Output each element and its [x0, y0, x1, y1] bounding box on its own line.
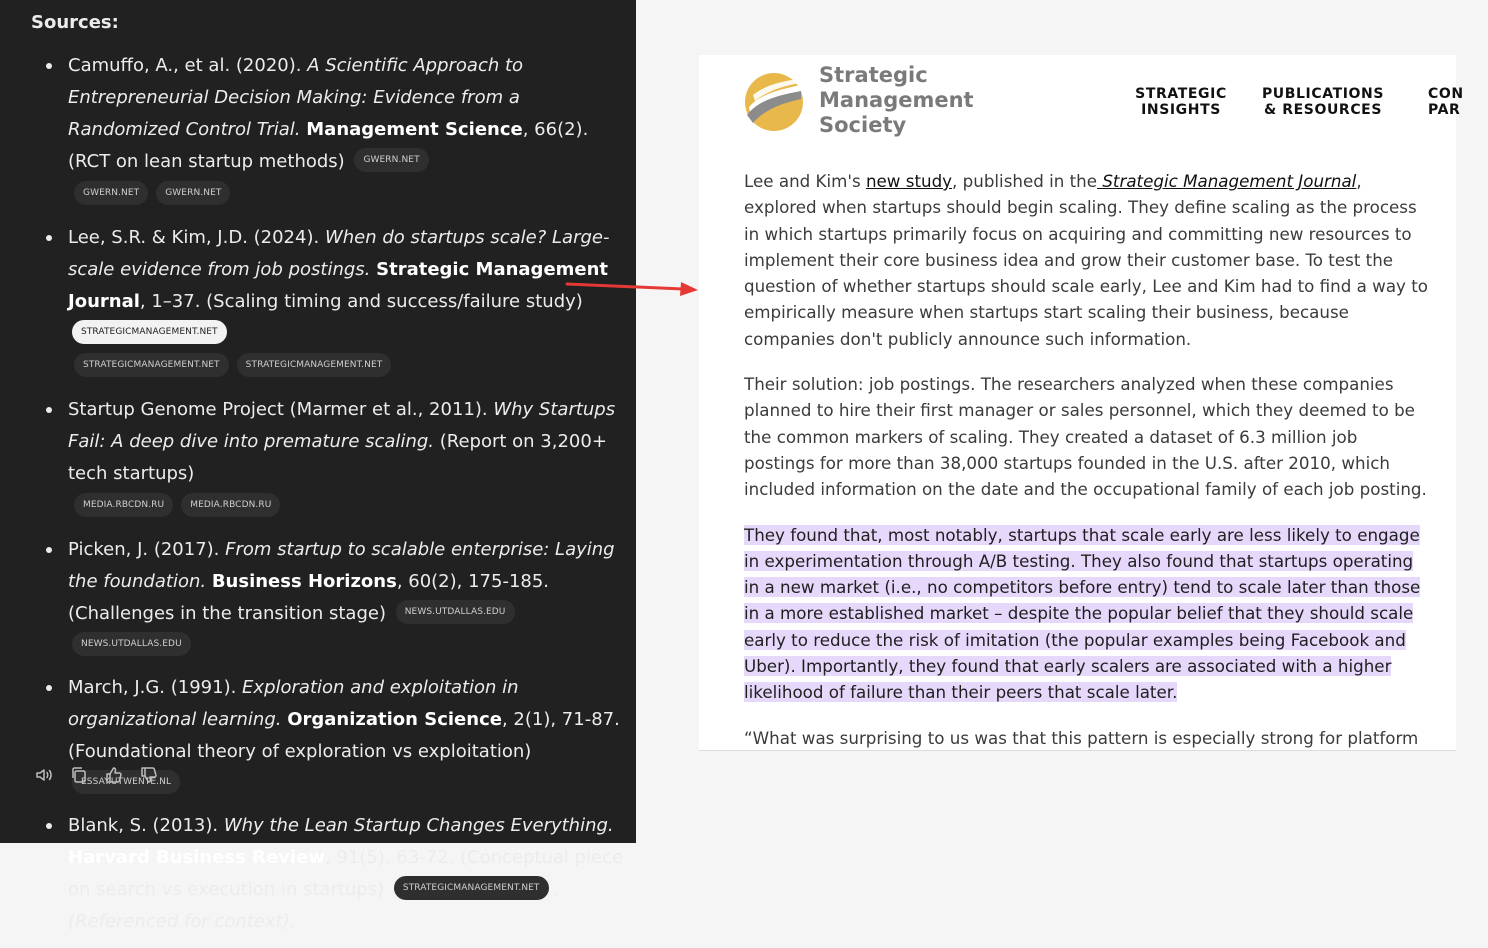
thumbs-down-icon: [139, 765, 159, 785]
source-journal: Strategic Management Journal: [68, 259, 609, 312]
source-details: , 1–37. (Scaling timing and success/failure study): [139, 291, 583, 312]
paragraph-2: Their solution: job postings. The researchers analyzed when these companies planned to hire their first manager or sales personnel, which they deemed to be the common markers of scaling. They created a dataset of 6.3 million job postings for more than 38,000 startups founded in the U.S. after 2010, which included information on the date and the occupational family of each job posting.: [744, 374, 1427, 500]
source-details: (Report on 3,200+ tech startups): [68, 431, 607, 484]
source-authors: March, J.G. (1991).: [68, 677, 243, 698]
annotation-arrow: [565, 276, 700, 296]
source-title: When do startups scale? Large-scale evidence from job postings.: [68, 227, 610, 280]
source-authors: Startup Genome Project (Marmer et al., 2011).: [68, 399, 494, 420]
source-authors: Lee, S.R. & Kim, J.D. (2024).: [68, 227, 325, 248]
globe-logo-icon: [743, 69, 805, 133]
source-details: , 91(5), 63-72. (Conceptual piece on search vs execution in startups): [68, 847, 624, 900]
source-authors: Picken, J. (2017).: [68, 539, 226, 560]
sources-heading: Sources:: [31, 12, 119, 33]
source-authors: Blank, S. (2013).: [68, 815, 224, 836]
source-title: Why Startups Fail: A deep dive into premature scaling.: [68, 399, 616, 452]
citation-chip[interactable]: ESSAY.UTWENTE.NL: [72, 770, 180, 794]
source-journal: Management Science: [306, 119, 523, 140]
journal-link[interactable]: Strategic Management Journal: [1097, 171, 1357, 191]
source-details: , 2(1), 71-87. (Foundational theory of exploration vs exploitation): [68, 709, 620, 762]
read-aloud-button[interactable]: [33, 764, 54, 785]
source-item: [68, 534, 628, 662]
thumbs-up-button[interactable]: [103, 764, 124, 785]
nav-publications-resources[interactable]: PUBLICATIONS & RESOURCES: [1261, 86, 1385, 118]
citation-chip-active[interactable]: STRATEGICMANAGEMENT.NET: [72, 320, 227, 344]
nav-strategic-insights[interactable]: STRATEGIC INSIGHTS: [1135, 86, 1227, 118]
message-actions: [33, 764, 159, 785]
thumbs-up-icon: [104, 765, 124, 785]
citation-chip[interactable]: STRATEGICMANAGEMENT.NET: [394, 876, 549, 900]
source-item: Blank, S. (2013). Why the Lean Startup Changes Everything. Harvard Business Review, 91(5), 63-72. (Conceptual piece on search vs execution in startups) STRATEGICMANAGEMENT.NET . (Referenced for context).: [68, 810, 628, 938]
citation-chip[interactable]: GWERN.NET: [354, 148, 428, 172]
citation-chip[interactable]: STRATEGICMANAGEMENT.NET: [237, 353, 392, 377]
source-item: [68, 50, 628, 212]
copy-button[interactable]: [68, 764, 89, 785]
article-body: [744, 168, 1429, 770]
source-note: (Referenced for context): [68, 911, 290, 932]
thumbs-down-button[interactable]: [138, 764, 159, 785]
chat-panel: [0, 0, 636, 932]
paragraph-3: [744, 522, 1429, 706]
paragraph-1: Lee and Kim's new study, published in the Strategic Management Journal, explored when startups should begin scaling. They define scaling as the process in which startups primarily focus on acquiring and committing new resources to implement their core business idea and grow their customer base. To test the question of whether startups should scale early, Lee and Kim had to find a way to empirically measure when startups start scaling their business, because companies don't publicly announce such information.: [744, 171, 1428, 349]
source-details: , 66(2). (RCT on lean startup methods): [68, 119, 589, 172]
citation-chip[interactable]: MEDIA.RBCDN.RU: [74, 493, 173, 517]
copy-icon: [69, 765, 89, 785]
new-study-link[interactable]: new study: [865, 171, 953, 191]
source-title: Exploration and exploitation in organizational learning.: [68, 677, 519, 730]
read-aloud-icon: [34, 765, 54, 785]
source-details: , 60(2), 175-185. (Challenges in the transition stage): [68, 571, 550, 624]
source-item: [68, 394, 628, 524]
logo-text: Strategic Management Society: [819, 63, 974, 137]
citation-chip[interactable]: MEDIA.RBCDN.RU: [181, 493, 280, 517]
source-authors: Camuffo, A., et al. (2020).: [68, 55, 308, 76]
nav-truncated[interactable]: CON PAR: [1428, 86, 1464, 118]
source-journal: Harvard Business Review: [68, 847, 325, 868]
source-journal: Business Horizons: [211, 571, 397, 592]
citation-chip[interactable]: NEWS.UTDALLAS.EDU: [396, 600, 515, 624]
highlighted-findings: They found that, most notably, startups that scale early are less likely to engage in experimentation through A/B testing. They also found that startups operating in a new market (i.e., no competitors before entry) tend to scale later than those in a more established market – despite the popular belief that they should scale early to reduce the risk of imitation (the popular examples being Facebook and Uber). Importantly, they found that early scalers are associated with a higher likelihood of failure than their peers that scale later.: [744, 524, 1421, 703]
source-title: From startup to scalable enterprise: Laying the foundation.: [68, 539, 615, 592]
source-journal: Organization Science: [287, 709, 502, 730]
source-list: [68, 50, 628, 948]
sms-logo[interactable]: [743, 63, 974, 138]
source-item: [68, 222, 628, 384]
paragraph-4: “What was surprising to us was that this pattern is especially strong for platform: [744, 727, 1419, 748]
citation-chip[interactable]: NEWS.UTDALLAS.EDU: [72, 632, 191, 656]
web-page: [699, 55, 1464, 751]
source-title: A Scientific Approach to Entrepreneurial Decision Making: Evidence from a Randomized Control Trial.: [68, 55, 524, 140]
citation-chip[interactable]: STRATEGICMANAGEMENT.NET: [74, 353, 229, 377]
citation-chip[interactable]: GWERN.NET: [156, 181, 230, 205]
source-title: Why the Lean Startup Changes Everything.: [223, 815, 614, 836]
citation-chip[interactable]: GWERN.NET: [74, 181, 148, 205]
